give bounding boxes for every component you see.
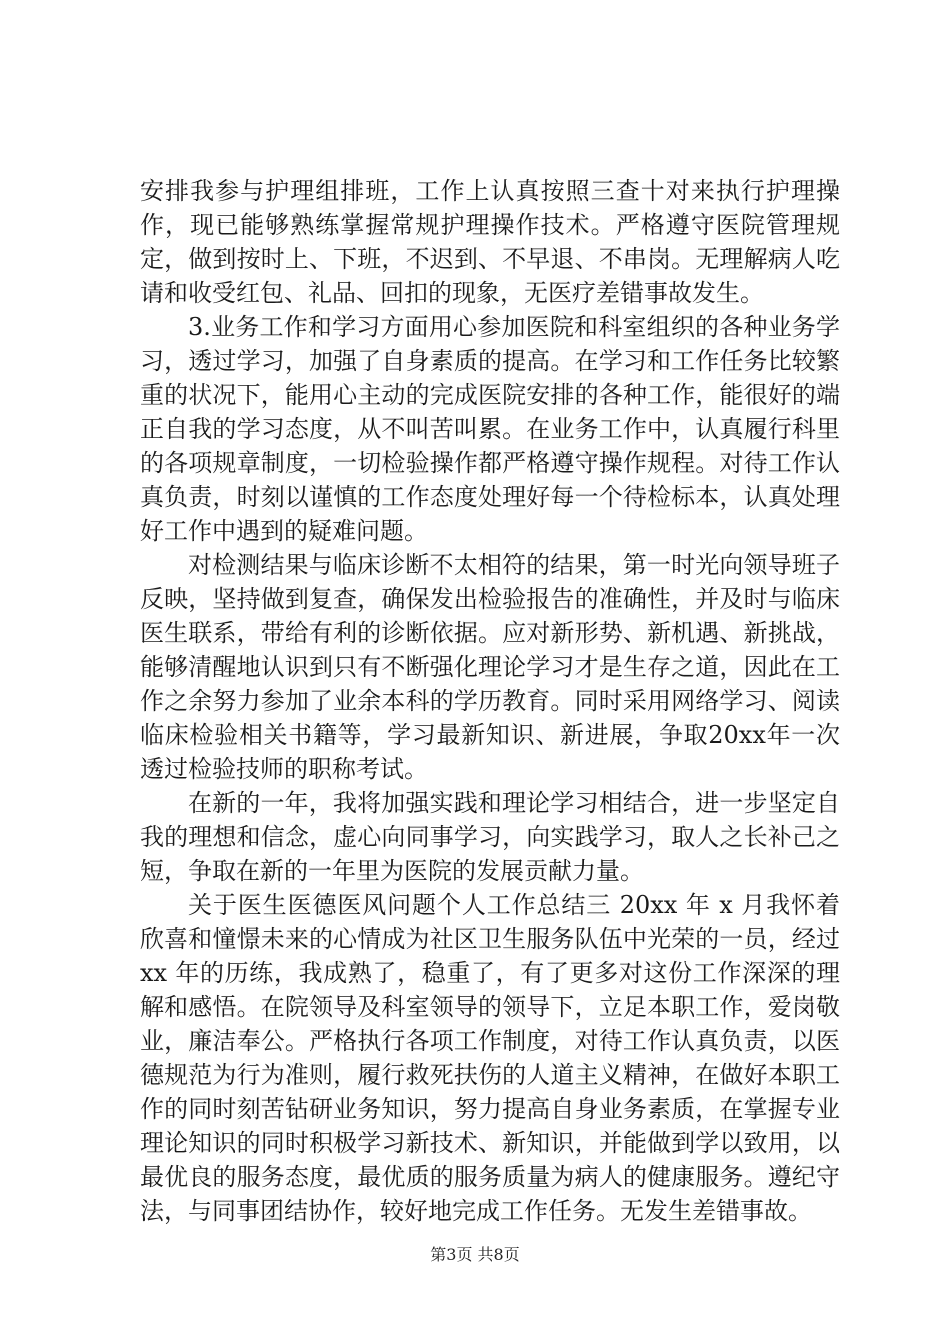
paragraph-3: 对检测结果与临床诊断不太相符的结果，第一时光向领导班子反映，坚持做到复查，确保发出检验报告的准确性，并及时与临床医生联系，带给有利的诊断依据。应对新形势、新机遇、新挑战，能够清醒地认识到只有不断强化理论学习才是生存之道，因此在工作之余努力参加了业余本科的学历教育。同时采用网络学习、阅读临床检验相关书籍等，学习最新知识、新进展，争取20xx年一次透过检验技师的职称考试。	[140, 551, 840, 783]
page-footer	[0, 1244, 950, 1266]
paragraph-5: 关于医生医德医风问题个人工作总结三 20xx 年 x 月我怀着欣喜和憧憬未来的心情成为社区卫生服务队伍中光荣的一员，经过 xx 年的历练，我成熟了，稳重了，有了更多对这份工作深深的理解和感悟。在院领导及科室领导的领导下，立足本职工作，爱岗敬业，廉洁奉公。严格执行各项工作制度，对待工作认真负责，以医德规范为行为准则，履行救死扶伤的人道主义精神，在做好本职工作的同时刻苦钻研业务知识，努力提高自身业务素质，在掌握专业理论知识的同时积极学习新技术、新知识，并能做到学以致用，以最优良的服务态度，最优质的服务质量为病人的健康服务。遵纪守法，与同事团结协作，较好地完成工作任务。无发生差错事故。	[140, 891, 840, 1225]
page-number-label: 第3页 共8页	[430, 1245, 520, 1264]
paragraph-4: 在新的一年，我将加强实践和理论学习相结合，进一步坚定自我的理想和信念，虚心向同事学习，向实践学习，取人之长补己之短，争取在新的一年里为医院的发展贡献力量。	[140, 789, 840, 885]
document-body	[140, 174, 840, 1228]
paragraph-2: 3.业务工作和学习方面用心参加医院和科室组织的各种业务学习，透过学习，加强了自身素质的提高。在学习和工作任务比较繁重的状况下，能用心主动的完成医院安排的各种工作，能很好的端正自我的学习态度，从不叫苦叫累。在业务工作中，认真履行科里的各项规章制度，一切检验操作都严格遵守操作规程。对待工作认真负责，时刻以谨慎的工作态度处理好每一个待检标本，认真处理好工作中遇到的疑难问题。	[140, 313, 840, 545]
paragraph-1: 安排我参与护理组排班，工作上认真按照三查十对来执行护理操作，现已能够熟练掌握常规护理操作技术。严格遵守医院管理规定，做到按时上、下班，不迟到、不早退、不串岗。无理解病人吃请和收受红包、礼品、回扣的现象，无医疗差错事故发生。	[140, 177, 840, 307]
